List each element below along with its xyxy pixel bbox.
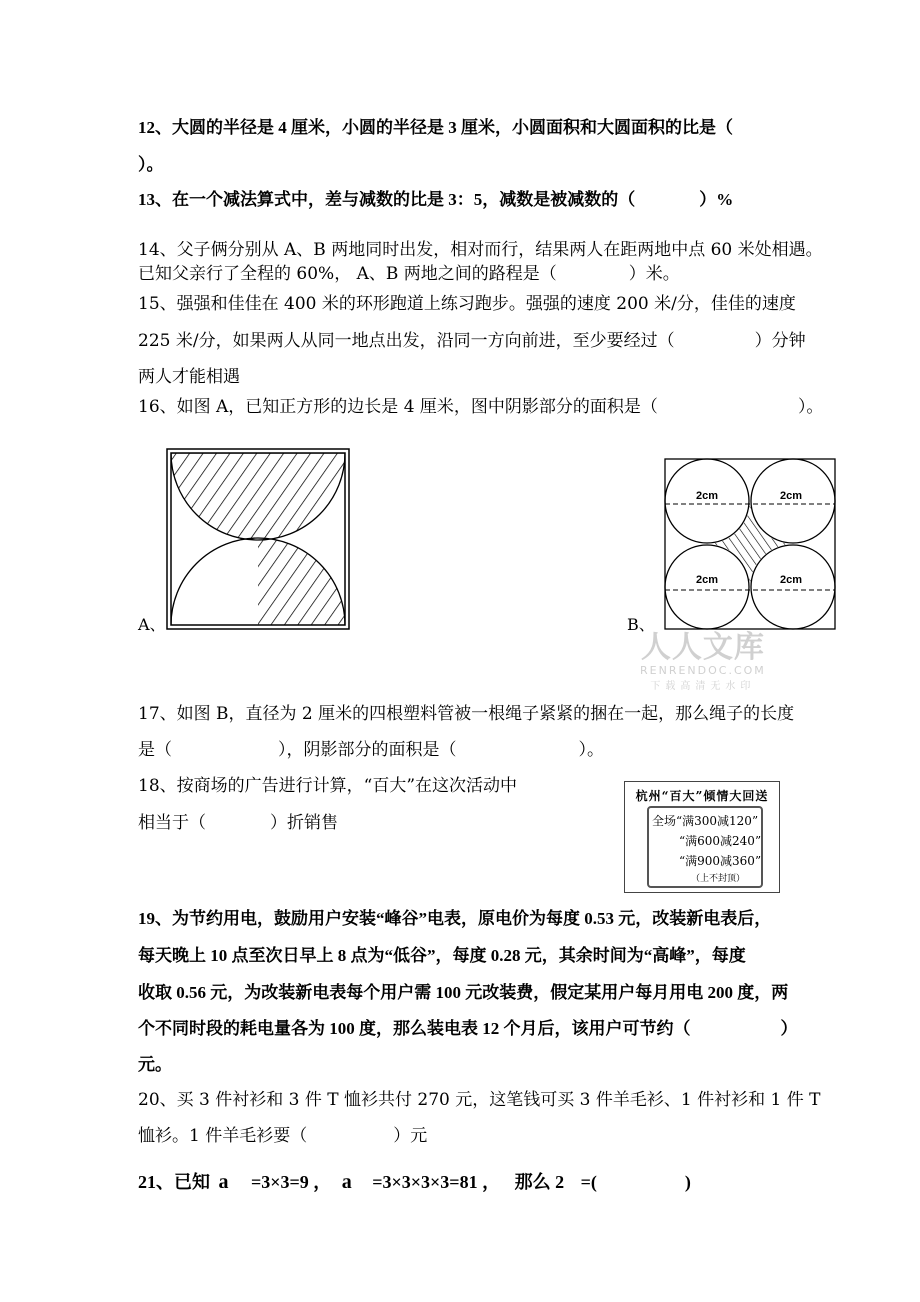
question-12-line-1: 12、大圆的半径是 4 厘米，小圆的半径是 3 厘米，小圆面积和大圆面积的比是（ (138, 118, 733, 137)
promotion-ad (624, 781, 780, 893)
question-14-line-1: 14、父子俩分别从 A、B 两地同时出发，相对而行，结果两人在距两地中点 60 米处相遇。 (138, 240, 823, 260)
question-21-lead: 21、已知 (138, 1172, 210, 1192)
question-15-text: 225 米/分，如果两人从同一地点出发，沿同一方向前进，至少要经过（ (138, 331, 675, 351)
question-15-line-3: 两人才能相遇 (138, 367, 240, 387)
ad-note: （上不封顶） (691, 874, 746, 884)
figure-b-circles-diagram (664, 458, 836, 630)
circle-label-4: 2cm (779, 574, 803, 586)
figure-a-square-diagram (166, 448, 350, 630)
figure-a-label: A、 (138, 615, 166, 634)
question-16-end: ）。 (797, 397, 824, 417)
question-20-line-1: 20、买 3 件衬衫和 3 件 T 恤衫共付 270 元，这笔钱可买 3 件羊毛衫、1 件衬衫和 1 件 T (138, 1090, 821, 1110)
question-19-end: ） (780, 1019, 798, 1038)
question-19-line-5: 元。 (138, 1055, 172, 1074)
ad-inner-box (647, 806, 763, 888)
question-19-line-4 (138, 1020, 798, 1037)
ad-title: 杭州“百大”倾情大回送 (635, 789, 769, 803)
question-21-close: ) (684, 1172, 691, 1192)
question-20-line-2 (138, 1128, 427, 1145)
question-19-line-1: 19、为节约用电，鼓励用户安装“峰谷”电表，原电价为每度 0.53 元，改装新电表后， (138, 909, 772, 928)
circle-label-1: 2cm (695, 490, 719, 502)
question-17-text-c: ）。 (578, 740, 604, 760)
question-19-text: 个不同时段的耗电量各为 100 度，那么装电表 12 个月后，该用户可节约（ (138, 1019, 691, 1038)
question-17-line-1: 17、如图 B，直径为 2 厘米的四根塑料管被一根绳子紧紧的捆在一起，那么绳子的长度 (138, 704, 795, 724)
question-13-text: 13、在一个减法算式中，差与减数的比是 3：5，减数是被减数的（ (138, 190, 636, 209)
question-21-var-a2: a (341, 1171, 352, 1193)
circle-label-2: 2cm (779, 490, 803, 502)
watermark-title: 人人文库 (640, 630, 765, 665)
top-semicircle-shaded (171, 453, 345, 540)
circle-bottom-right (751, 545, 835, 629)
watermark-domain: RENRENDOC.COM (640, 664, 766, 677)
bottom-right-arc-shaded (258, 538, 345, 625)
question-16 (138, 399, 823, 416)
question-21-eq1: =3×3=9 ， (251, 1172, 332, 1192)
question-17-text-b: ），阴影部分的面积是（ (278, 740, 457, 760)
question-19-line-3: 收取 0.56 元，为改装新电表每个用户需 100 元改装费，假定某用户每月用电 200 度，两 (138, 983, 789, 1002)
question-20-text-b: ）元 (393, 1126, 428, 1146)
question-19-line-2: 每天晚上 10 点至次日早上 8 点为“低谷”，每度 0.28 元，其余时间为“高峰”，每度 (138, 946, 746, 965)
question-21-var-a1: a (218, 1171, 229, 1193)
question-15-line-1: 15、强强和佳佳在 400 米的环形跑道上练习跑步。强强的速度 200 米/分，佳佳的速度 (138, 294, 796, 314)
question-14-end: ）米。 (628, 264, 680, 284)
question-21 (138, 1172, 691, 1192)
figure-b-label: B、 (627, 615, 655, 634)
question-15-line-2 (138, 333, 806, 350)
question-20-text-a: 恤衫。1 件羊毛衫要（ (138, 1126, 308, 1146)
question-13-end: ）% (699, 190, 734, 209)
question-21-eq2: =3×3×3×3=81 ， (372, 1172, 501, 1192)
bottom-left-arc (171, 538, 258, 625)
question-21-ask: 那么 2 (514, 1172, 565, 1192)
ad-line-2: “满600减240” (679, 834, 762, 848)
watermark (640, 622, 766, 692)
question-15-end: ）分钟 (754, 331, 806, 351)
question-16-text: 16、如图 A，已知正方形的边长是 4 厘米，图中阴影部分的面积是（ (138, 397, 658, 417)
question-17-text-a: 是（ (138, 740, 172, 760)
question-18-line-1: 18、按商场的广告进行计算，“百大”在这次活动中 (138, 776, 518, 796)
question-12-line-2: ）。 (138, 155, 164, 174)
question-18-text-a: 相当于（ (138, 813, 206, 833)
question-18-text-b: ）折销售 (270, 813, 338, 833)
circle-label-3: 2cm (695, 574, 719, 586)
watermark-slogan: 下载高清无水印 (650, 681, 756, 692)
question-13 (138, 191, 733, 208)
question-14-line-2 (138, 266, 680, 283)
ad-line-3: “满900减360” (679, 854, 762, 868)
circle-bottom-left (665, 545, 749, 629)
question-14-text: 已知父亲行了全程的 60%， A、B 两地之间的路程是（ (138, 264, 557, 284)
question-17-line-2 (138, 742, 604, 759)
question-21-open: =( (580, 1172, 597, 1192)
ad-line-1: 全场“满300减120” (652, 814, 759, 828)
question-18-line-2 (138, 815, 338, 832)
